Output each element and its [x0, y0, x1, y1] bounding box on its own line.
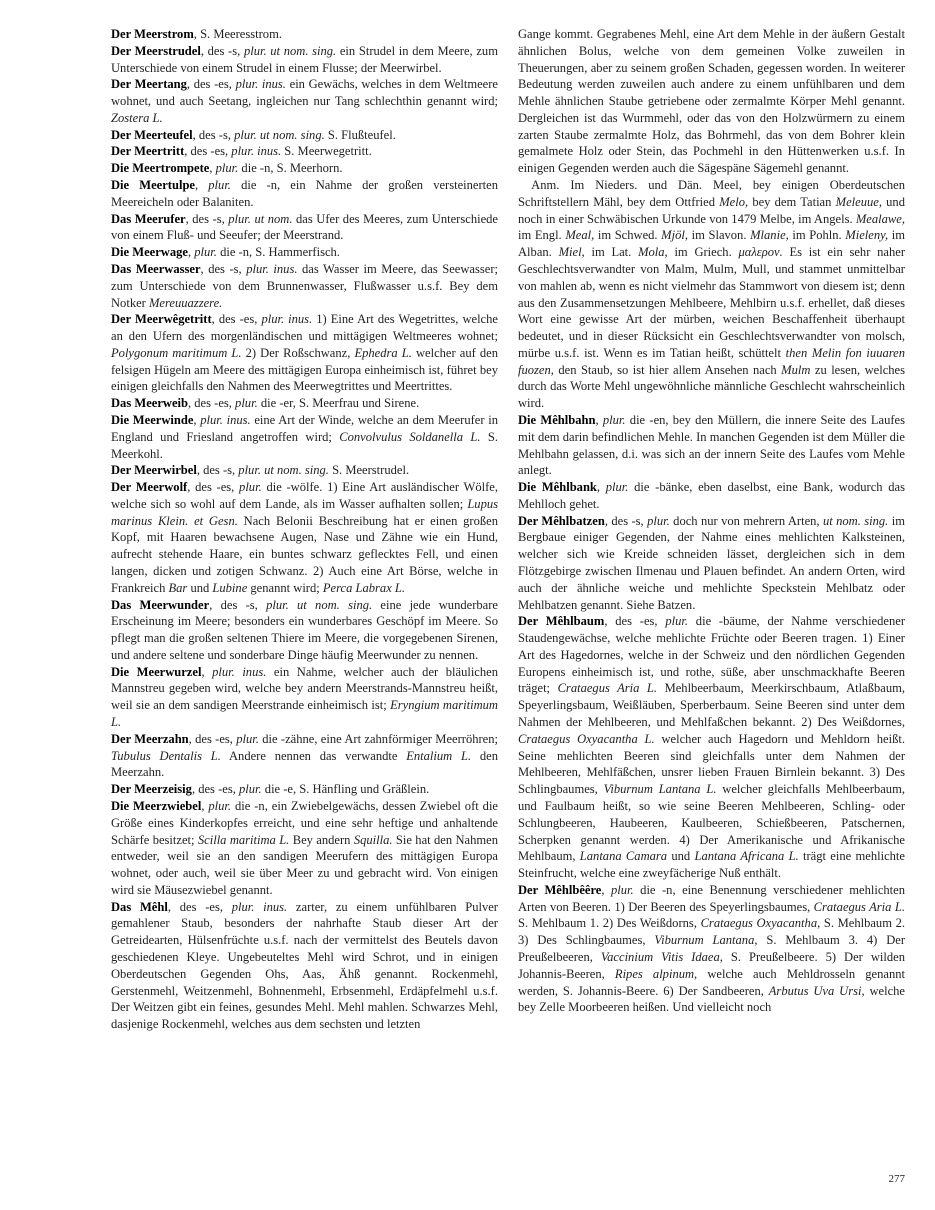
entry-text: zu lesen, welches durch das Worte Mehl ungewöhnliche männliche Geschlecht wahrscheinlich wird. [518, 362, 905, 411]
entry-text: die -n, ein Nahme der großen versteinerten Meereicheln oder Balaniten. [111, 178, 499, 209]
italic-term: Squilla. [353, 832, 393, 847]
entry-text: Andere nennen das verwandte [220, 748, 407, 763]
entry-text: im Engl. [518, 228, 566, 243]
entry-headword: Der Meertang [111, 77, 187, 92]
entry-text: im Slavon. [688, 228, 751, 243]
entry-text: im Alban. [518, 228, 905, 260]
entry-text: Anm. Im Nieders. und Dän. Meel, bey einigen Oberdeutschen Schriftstellern Mähl, bey dem Ottfried [518, 178, 905, 209]
dictionary-entry [111, 781, 498, 798]
entry-headword: Der Mêhlbêêre [518, 882, 602, 897]
entry-text: genannt wird; [247, 580, 323, 595]
italic-term: plur. ut nom. sing. [234, 127, 325, 142]
dictionary-entry [518, 882, 905, 1016]
entry-text: , [187, 245, 195, 260]
entry-headword: Der Meerwêgetritt [111, 312, 212, 327]
italic-term: plur. inus. [246, 261, 298, 276]
entry-text: , des -es, [604, 614, 666, 629]
entry-text: , des -s, [196, 463, 239, 478]
entry-headword: Das Meerufer [111, 211, 186, 226]
entry-text: S. Preußelbeere. 5) Der wilden Johannis-Beeren, [518, 949, 905, 981]
italic-term: plur. [194, 245, 217, 260]
entry-headword: Der Meerwirbel [111, 463, 197, 478]
entry-text: Nach Belonii Beschreibung hat er einen großen Kopf, mit Haaren bewachsene Augen, Nase und Zähne wie ein Hund, aufrecht stehende Haare, ein buntes schwarz geflecktes Fell, und einen langen, dicken und zotigen Schwanz. 2) Auch eine Art Börse, welche in Frankreich [111, 513, 498, 595]
italic-term: plur. [605, 480, 629, 495]
entry-text: im Pohln. [788, 228, 846, 243]
entry-headword: Der Meerwolf [111, 480, 188, 495]
entry-text: bey dem Tatian [748, 194, 836, 209]
italic-term: plur. [215, 161, 239, 176]
entry-headword: Die Mêhlbahn [518, 412, 596, 427]
entry-text: S. Flußteufel. [324, 127, 396, 142]
entry-text: , des -es, [191, 782, 239, 797]
italic-term: plur. [239, 480, 262, 495]
italic-term: Mola, [638, 245, 668, 260]
entry-text: Bey andern [289, 832, 354, 847]
italic-term: plur. [647, 513, 670, 528]
dictionary-entry [111, 76, 498, 126]
entry-headword: Die Mêhlbank [518, 480, 597, 495]
italic-term: Crataegus Oxyacantha L. [518, 731, 655, 746]
italic-term: Mieleny, [845, 228, 889, 243]
italic-term: Viburnum Lantana, [654, 933, 758, 948]
entry-text: die -zähne, eine Art zahnförmiger Meerröhren; [258, 731, 498, 746]
italic-term: Bar [168, 580, 188, 595]
italic-term: Convolvulus Soldanella L. [339, 429, 481, 444]
dictionary-entry [111, 26, 498, 43]
entry-headword: Die Meertulpe [111, 178, 195, 193]
italic-term: Polygonum maritimum L. [111, 345, 242, 360]
dictionary-entry [111, 899, 498, 1033]
entry-text: , [201, 664, 213, 679]
entry-text: die -bäume, der Nahme verschiedener Staudengewächse, welche mehlichte Früchte oder Beeren tragen. 1) Einer Art des Hagedornes, welche in der Schweiz und den nördlichen Gegenden Europens einheimisch ist, und rothe, süße, aber unschmackhafte Beeren träget; [518, 614, 905, 696]
entry-text: S. Meerwegetritt. [281, 144, 372, 159]
entry-text: welche bey Zelle Moorbeeren heißen. Und vielleicht noch [518, 983, 905, 1015]
entry-text: im Griech. [667, 245, 739, 260]
entry-text: zarter, zu einem unfühlbaren Pulver gemahlener Staub, besonders der nahrhafte Staub dieser Art der Getreidearten, Hülsenfrüchte u.s.f. nach der vermittelst des Beutels davon geschiedenen Kleye. Ungebeuteltes Mehl wird Schrot, und in einigen Oberdeutschen Gegenden Ohs, Aas, Ähß genannt. Rockenmehl, Gerstenmehl, Weitzenmehl, Bohnenmehl, Erbsenmehl, Erdäpfelmehl u.s.f. Der Weitzen gibt ein feines, gesundes Mehl. Mehl mahlen. Schwarzes Mehl, dasjenige Rockenmehl, welches aus dem sechsten und letzten [111, 899, 498, 1032]
italic-term: Lubine [212, 580, 248, 595]
entry-text: , des -es, [188, 731, 237, 746]
italic-term: plur. [602, 412, 626, 427]
entry-headword: Das Meerwasser [111, 261, 201, 276]
entry-headword: Das Meerweib [111, 396, 188, 411]
entry-text: den Staub, so ist hier allem Ansehen nach [553, 362, 782, 377]
italic-term: Tubulus Dentalis L. [111, 748, 221, 763]
entry-headword: Der Mêhlbatzen [518, 513, 605, 528]
italic-term: Ripes alpinum, [614, 966, 698, 981]
entry-text: 2) Der Roßschwanz, [241, 345, 355, 360]
entry-text: im Lat. [584, 245, 639, 260]
entry-text: ein Nahme, welcher auch der bläulichen Mannstreu gegeben wird, welche bey andern Meerstrands-Mannstreu heißt, weil sie an dem sandigen Meerstrande einheimisch ist; [111, 664, 498, 713]
italic-term: plur. [235, 396, 258, 411]
entry-text: S. Meerkohl. [111, 429, 498, 461]
entry-text: ein Strudel in dem Meere, zum Unterschiede von einem Strudel in einem Flusse; der Meerwirbel. [111, 43, 498, 75]
italic-term: plur. inus. [212, 664, 267, 679]
entry-text: , [601, 882, 612, 897]
dictionary-entry [518, 412, 905, 479]
entry-text: , des -s, [185, 211, 229, 226]
entry-text: den Meerzahn. [111, 748, 498, 780]
italic-term: plur. ut nom. [228, 211, 293, 226]
dictionary-entry [518, 613, 905, 882]
entry-text: das Wasser im Meere, das Seewasser; zum Unterschiede von dem Brunnenwasser, Flußwasser u.s.f. Bey dem Notker [111, 261, 498, 310]
italic-term: plur. [238, 782, 262, 797]
italic-term: then Melin fon iuuaren fuozen, [518, 345, 905, 377]
dictionary-entry [111, 479, 498, 596]
dictionary-entry [111, 731, 498, 781]
entry-headword: Die Meertrompete [111, 161, 210, 176]
italic-term: Arbutus Uva Ursi, [768, 983, 865, 998]
italic-term: plur. inus. [235, 77, 286, 92]
italic-term: plur. inus. [261, 312, 313, 327]
italic-term: Mealawe, [855, 211, 905, 226]
italic-term: plur. [665, 614, 689, 629]
entry-text: die -n, ein Zwiebelgewächs, dessen Zwiebel oft die Größe eines Kinderkopfes erreicht, und eine sehr heftige und anhaltende Schärfe besitzet; [111, 798, 498, 847]
entry-text: , [195, 178, 209, 193]
entry-text: , des -es, [187, 480, 240, 495]
entry-headword: Die Meerwurzel [111, 664, 202, 679]
entry-headword: Der Meerteufel [111, 127, 193, 142]
entry-text: , des -s, [192, 127, 235, 142]
entry-headword: Der Meertritt [111, 144, 185, 159]
italic-term: Viburnum Lantana L. [603, 782, 717, 797]
dictionary-entry [111, 177, 498, 211]
dictionary-entry [111, 211, 498, 245]
dictionary-entry [518, 513, 905, 614]
italic-term: Mjöl, [661, 228, 689, 243]
entry-headword: Das Meerwunder [111, 597, 210, 612]
entry-text: die -en, bey den Müllern, die innere Seite des Laufes mit dem darin befindlichen Mehle. In manchen Gegenden ist dem Müller die Mehlbahn gelassen, d.i. was sich an der innern Seite des Laufes vom Mehle anlegt. [518, 412, 906, 478]
entry-headword: Das Mêhl [111, 899, 168, 914]
entry-text: die -er, S. Meerfrau und Sirene. [257, 396, 420, 411]
italic-term: plur. [236, 731, 259, 746]
entry-text: im Schwed. [594, 228, 662, 243]
right-column [518, 26, 905, 1016]
entry-headword: Die Meerzwiebel [111, 798, 202, 813]
italic-term: Mulm [781, 362, 811, 377]
dictionary-entry [111, 311, 498, 395]
entry-text: die -n, eine Benennung verschiedener mehlichten Arten von Beeren. 1) Der Beeren des Speyerlingsbaumes, [518, 882, 905, 914]
dictionary-entry [111, 43, 498, 77]
dictionary-entry [111, 395, 498, 412]
italic-term: plur. [208, 798, 232, 813]
italic-term: Miel, [558, 245, 585, 260]
entry-text: die -n, S. Hammerfisch. [216, 245, 340, 260]
left-column [111, 26, 498, 1033]
italic-term: Entalium L. [406, 748, 472, 763]
italic-term: Vaccinium Vitis Idaea, [600, 949, 723, 964]
dictionary-entry [111, 664, 498, 731]
entry-text: eine jede wunderbare Erscheinung im Meere; besonders ein wunderbares Geschöpf im Meere. So pflegt man die großen seltenen Thiere im Meere, die vorgegebenen Sirenen, und andere seltene und sonderbare Dinge häufig Meerwunder zu nennen. [111, 597, 498, 662]
entry-headword: Der Mêhlbaum [518, 614, 605, 629]
dictionary-entry [111, 127, 498, 144]
entry-text: , des -es, [186, 77, 236, 92]
entry-text: S. Mehlbaum 3. 4) Der Preußelbeeren, [518, 933, 905, 964]
entry-text: , [201, 798, 209, 813]
entry-text: , des -es, [167, 899, 232, 914]
italic-term: Mereuuazzere. [148, 295, 223, 310]
entry-headword: Der Meerzahn [111, 731, 189, 746]
italic-term: Melo, [719, 194, 749, 209]
italic-term: plur. ut nom. sing. [238, 463, 329, 478]
italic-term: ut nom. sing. [822, 513, 889, 528]
entry-text: trägt eine mehlichte Steinfrucht, welche eine zweyfächerige Nuß enthält. [518, 849, 905, 881]
entry-headword: Der Meerzeisig [111, 782, 192, 797]
entry-text: , des -es, [188, 396, 236, 411]
italic-term: Meleuue, [835, 194, 882, 209]
italic-term: Crataegus Aria L. [813, 899, 905, 914]
entry-text: , S. Meeresstrom. [193, 27, 282, 41]
entry-headword: Der Meerstrom [111, 27, 194, 41]
italic-term: Crataegus Aria L. [557, 681, 658, 696]
italic-term: plur. ut nom. sing. [266, 597, 373, 612]
entry-text: S. Mehlbaum 1. 2) Des Weißdorns, [518, 916, 701, 931]
entry-text: , [595, 412, 603, 427]
entry-text: Sie hat den Nahmen entweder, weil sie an den sandigen Meerufern des mittägigen Europa wohnet, oder auch, weil sie über Meer zu und gebracht wird. Von einigen wird sie Mäusezwiebel genannt. [111, 832, 498, 897]
entry-text: und [667, 849, 695, 864]
entry-text: 1) Eine Art des Wegetrittes, welche an den Ufern des morgenländischen und mittägigen Weltmeeres wohnet; [111, 312, 498, 344]
entry-text: Es ist ein sehr naher Geschlechtsverwandter von Malm, Mulm, Mull, und stammet unmittelbar von mahlen ab, wenn es nicht vielmehr das Stammwort von diesem ist; denn aus den Zusammensetzungen Mehlbeere, Mehlbirn u.s.f. erhellet, daß dieses Wort eine gewisse Art der mürben, weichen Beschaffenheit überhaupt bedeutet, und in dieser Rücksicht ein Geschlechtsverwandter von molsch, mürbe u.s.f. ist. Wenn es im Tatian heißt, schüttelt [518, 245, 905, 360]
entry-text: , des -es, [184, 144, 232, 159]
italic-term: Mlanie, [750, 228, 789, 243]
dictionary-entry [111, 798, 498, 899]
italic-term: Crataegus Oxyacantha, [700, 916, 821, 931]
italic-term: Scilla maritima L. [197, 832, 290, 847]
entry-text: und [187, 580, 213, 595]
entry-text: Gange kommt. Gegrabenes Mehl, eine Art dem Mehle in der äußern Gestalt ähnlichen Bolus, welche von dem gemeinen Volke zuweilen in Theuerungen, aber zu seinem großen Schaden, gegessen worden. In weiterer Bedeutung werden zuweilen auch andere zu einem unfühlbaren und dem Mehle ähnlichen Staube getriebene oder zermalmte Körper Mehl genannt. Dergleichen ist das Wurmmehl, oder das von den Holzwürmern zu einem zarten Staube zermalmte Holz, das Bohrmehl, das von dem Bohrer klein gemalmete Holz oder Stein, das Pochmehl in den Hüttenwerken u.s.f. In einigen Gegenden werden auch die Sägespäne Sägemehl genannt. [518, 27, 905, 176]
italic-term: Zostera L. [111, 110, 163, 125]
italic-term: Meal, [565, 228, 595, 243]
entry-text: doch nur von mehrern Arten, [669, 513, 823, 528]
page-number: 277 [888, 1173, 905, 1185]
dictionary-entry [111, 160, 498, 177]
dictionary-entry [111, 597, 498, 664]
dictionary-entry [111, 143, 498, 160]
entry-text: welche auch Mehldrosseln genannt werden, S. Johannis-Beere. 6) Der Sandbeeren, [518, 966, 905, 998]
entry-text: eine Art der Winde, welche an dem Meerufer in England und Friesland angetroffen wird; [111, 412, 499, 444]
italic-term: Lantana Camara [579, 849, 668, 864]
entry-text: , [596, 480, 606, 495]
dictionary-entry [518, 479, 905, 513]
entry-text: und noch in einer Schwäbischen Urkunde von 1479 Melbe, im Angels. [518, 194, 905, 226]
entry-text: Mehlbeerbaum, Meerkirschbaum, Atlaßbaum, Speyerlingsbaum, Weißläuben, Sperberbaum. Seine Beeren sind unter dem Nahmen der Mehlbeeren, und Mehlfaßchen bekannt. 2) Des Weißdornes, [518, 681, 906, 730]
italic-term: plur. ut nom. sing. [243, 43, 337, 58]
entry-text: S. Mehlbaum 2. 3) Des Schlingbaumes, [518, 916, 905, 948]
italic-term: plur. inus. [231, 144, 282, 159]
text-paragraph [518, 26, 905, 177]
entry-text: im Bergbaue einiger Gegenden, der Nahme eines mehlichten Kalksteinen, welcher sich wie Kreide schneiden lässet, dergleichen sich in dem Flötzgebirge zwischen Ilmenau und Plauen befindet. An andern Orten, wird auch der ähnliche weiche und mehlichte Speckstein Mehlbatz oder Mehlbatzen genannt. Siehe Batzen. [518, 513, 905, 612]
entry-text: , des -s, [604, 513, 648, 528]
entry-text: , [193, 412, 201, 427]
entry-text: , [209, 161, 216, 176]
italic-term: plur. [208, 178, 231, 193]
entry-text: , des -es, [211, 312, 262, 327]
entry-text: welcher auf den felsigen Hügeln am Meere des mittägigen Europa einheimisch ist, führet bey einigen gleichfalls den Nahmen des Meerwegtrittes und Meertrittes. [111, 345, 498, 394]
entry-text: S. Meerstrudel. [328, 463, 410, 478]
entry-text: welcher auch Hagedorn und Mehldorn heißt. Seine mehlichten Beeren sind gleichfalls unter dem Nahmen der Mehlbeeren, Mehlfäßchen, unsrer lieben Frauen Birnlein bekannt. 3) Des Schlingbaumes, [518, 731, 905, 797]
italic-term: plur. inus. [231, 899, 288, 914]
italic-term: plur. [611, 882, 634, 897]
italic-term: Lupus marinus Klein. et Gesn. [111, 496, 498, 528]
text-paragraph [518, 177, 905, 412]
italic-term: Lantana Africana L. [694, 849, 799, 864]
entry-text: die -n, S. Meerhorn. [238, 161, 343, 176]
dictionary-entry [111, 462, 498, 479]
dictionary-entry [111, 244, 498, 261]
italic-term: Perca Labrax L. [322, 580, 406, 595]
entry-text: , des -s, [200, 261, 247, 276]
entry-text: die -e, S. Hänfling und Gräßlein. [261, 782, 430, 797]
entry-headword: Die Meerwinde [111, 412, 194, 427]
dictionary-entry [111, 412, 498, 462]
entry-headword: Die Meerwage [111, 245, 188, 260]
italic-term: Ephedra L. [354, 345, 412, 360]
italic-term: Eryngium maritimum L. [111, 698, 498, 730]
entry-text: , des -s, [209, 597, 267, 612]
entry-text: die -wölfe. 1) Eine Art ausländischer Wölfe, welche sich so wohl auf dem Lande, als im Wasser aufhalten sollen; [111, 480, 498, 511]
entry-text: , des -s, [200, 43, 244, 58]
italic-term: μαλερον. [738, 245, 783, 260]
entry-text: die -bänke, eben daselbst, eine Bank, wodurch das Mehlloch gehet. [518, 480, 905, 511]
entry-text: welcher gleichfalls Mehlbeerbaum, und Faulbaum heißt, so wie seine Beeren Mehlbeeren, Schling- oder Schlungbeeren, Haubeeren, Kaulbeeren, Schießbeeren, Patschernen, Scherpken genannt werden. 4) Der Amerikanische und Afrikanische Mehlbaum, [518, 782, 905, 864]
entry-text: ein Gewächs, welches in dem Weltmeere wohnet, und auch Seetang, ingleichen nur Tang schlechthin genannt wird; [111, 77, 498, 109]
italic-term: plur. inus. [200, 412, 251, 427]
entry-headword: Der Meerstrudel [111, 43, 201, 58]
dictionary-entry [111, 261, 498, 311]
entry-text: das Ufer des Meeres, zum Unterschiede von einem Fluß- und Seeufer; der Meerstrand. [111, 211, 498, 243]
